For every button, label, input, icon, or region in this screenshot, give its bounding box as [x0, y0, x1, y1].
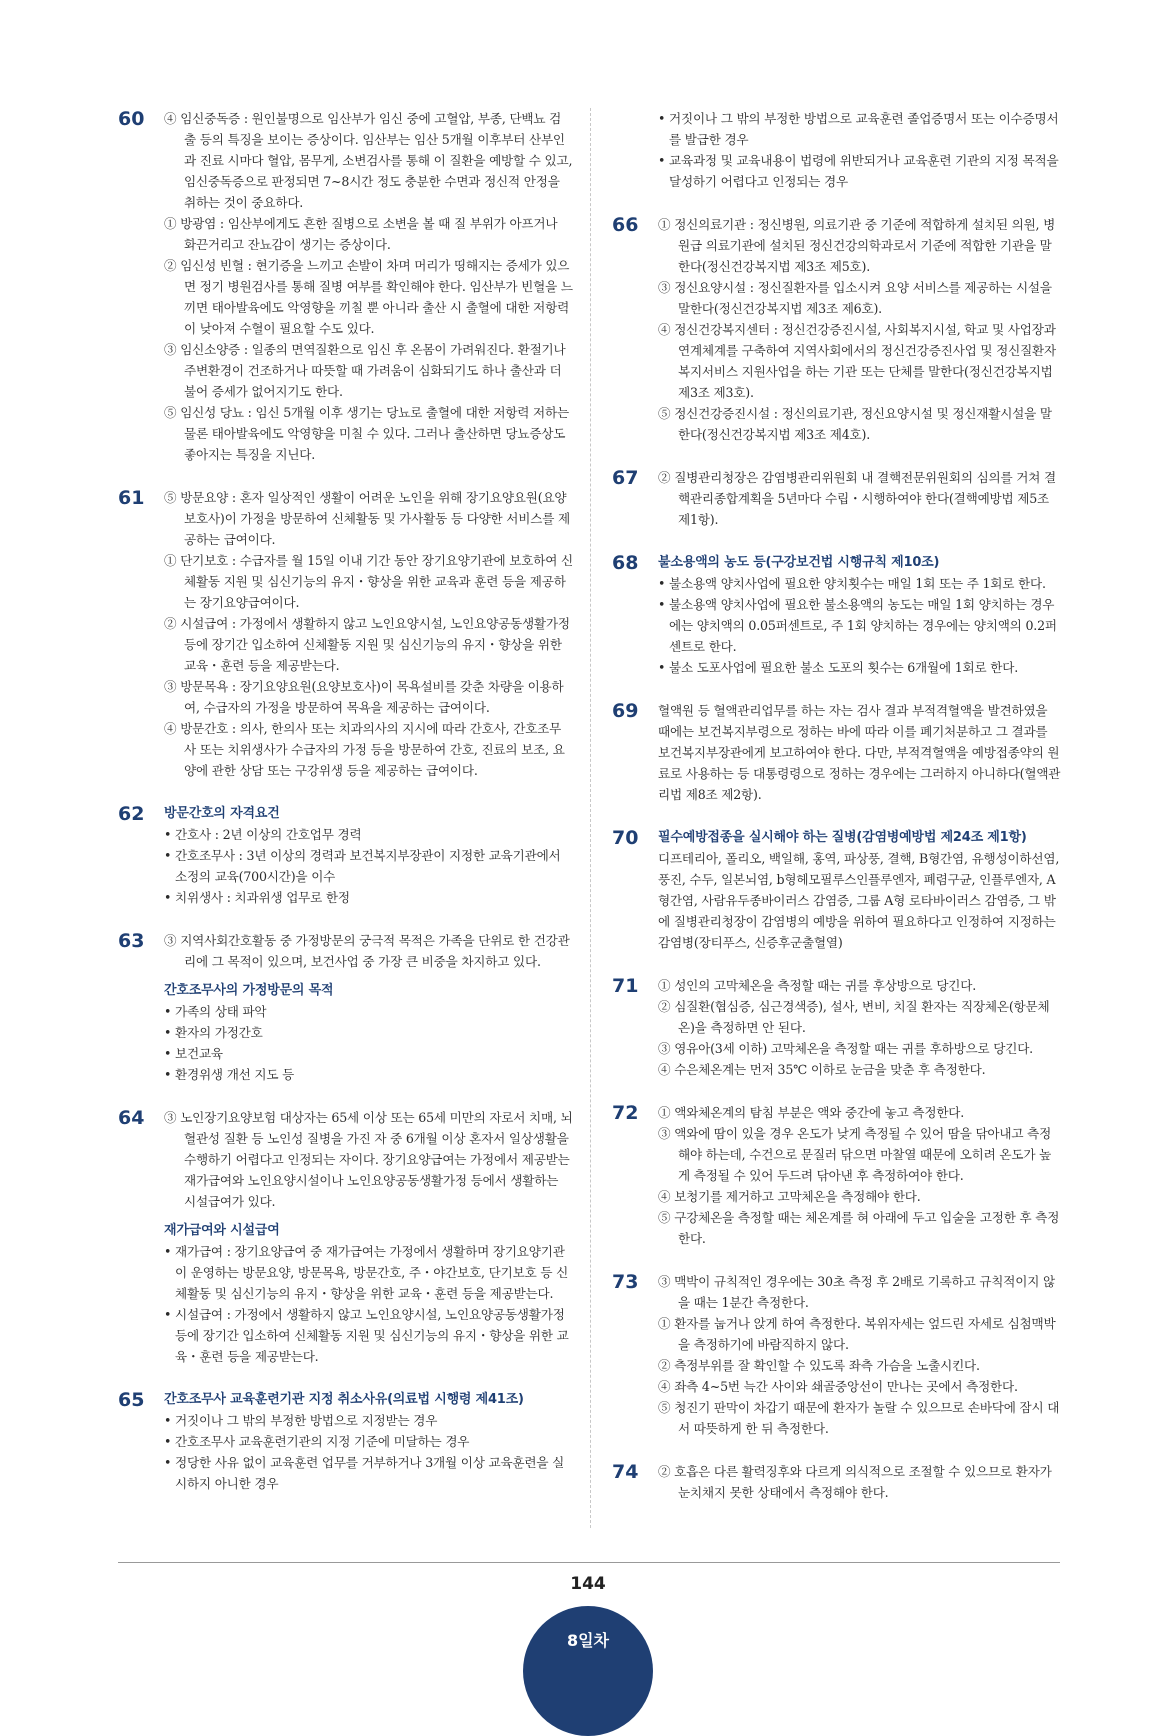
- bullet-item: • 불소 도포사업에 필요한 불소 도포의 횟수는 6개월에 1회로 한다.: [658, 660, 1019, 675]
- question-64: [118, 1107, 573, 1367]
- question-73: [612, 1271, 1062, 1439]
- section-heading: 방문간호의 자격요건: [164, 806, 280, 821]
- day-label: 8일차: [566, 1631, 610, 1650]
- explanation-line: ④ 좌측 4~5번 늑간 사이와 쇄골중앙선이 만나는 곳에서 측정한다.: [658, 1379, 1018, 1394]
- bullet-item: • 간호조무사 교육훈련기관의 지정 기준에 미달하는 경우: [164, 1434, 470, 1449]
- section-heading: 간호조무사 교육훈련기관 지정 취소사유(의료법 시행령 제41조): [164, 1392, 524, 1407]
- question-74: [612, 1461, 1062, 1503]
- bullet-item: • 환자의 가정간호: [164, 1025, 263, 1040]
- bullet-item: • 가족의 상태 파악: [164, 1004, 267, 1019]
- answer-explanation: [658, 214, 1062, 445]
- explanation-line: ① 성인의 고막체온을 측정할 때는 귀를 후상방으로 당긴다.: [658, 978, 977, 993]
- explanation-line: ① 액와체온계의 탐침 부분은 액와 중간에 놓고 측정한다.: [658, 1105, 965, 1120]
- bullet-item: • 거짓이나 그 밖의 부정한 방법으로 교육훈련 졸업증명서 또는 이수증명서를 발급한 경우: [658, 111, 1059, 147]
- answer-explanation: [658, 975, 1062, 1080]
- question-number: 64: [118, 1107, 145, 1129]
- question-66: [612, 214, 1062, 445]
- explanation-line: ③ 노인장기요양보험 대상자는 65세 이상 또는 65세 미만의 자로서 치매, 뇌혈관성 질환 등 노인성 질병을 가진 자 중 6개월 이상 혼자서 일상생활을 수행하기 어렵다고 인정되는 자이다. 장기요양급여는 가정에서 제공받는 재가급여와 노인요양시설이나 노인요양공동생활가정 등에서 생활하는 시설급여가 있다.: [164, 1110, 573, 1209]
- bullet-item: • 보건교육: [164, 1046, 223, 1061]
- explanation-line: ④ 보청기를 제거하고 고막체온을 측정해야 한다.: [658, 1189, 921, 1204]
- question-number: 66: [612, 214, 639, 236]
- explanation-text: 디프테리아, 폴리오, 백일해, 홍역, 파상풍, 결핵, B형간염, 유행성이하선염, 풍진, 수두, 일본뇌염, b형헤모필루스인플루엔자, 폐렴구균, 인플루엔자, A형간염, 사람유두종바이러스 감염증, 그룹 A형 로타바이러스 감염증, 그 밖에 질병관리청장이 감염병의 예방을 위하여 필요하다고 인정하여 지정하는 감염병(장티푸스, 신증후군출혈열): [658, 851, 1060, 950]
- question-number: 70: [612, 827, 639, 849]
- explanation-line: ⑤ 정신건강증진시설 : 정신의료기관, 정신요양시설 및 정신재활시설을 말한다(정신건강복지법 제3조 제4호).: [658, 406, 1052, 442]
- explanation-line: ③ 맥박이 규칙적인 경우에는 30초 측정 후 2배로 기록하고 규칙적이지 않을 때는 1분간 측정한다.: [658, 1274, 1055, 1310]
- bullet-item: • 간호조무사 : 3년 이상의 경력과 보건복지부장관이 지정한 교육기관에서 소정의 교육(700시간)을 이수: [164, 848, 561, 884]
- question-continued: [612, 108, 1062, 192]
- question-number: 65: [118, 1389, 145, 1411]
- explanation-line: ④ 정신건강복지센터 : 정신건강증진시설, 사회복지시설, 학교 및 사업장과 연계체계를 구축하여 지역사회에서의 정신건강증진사업 및 정신질환자 복지서비스 지원사업을 하는 기관 또는 단체를 말한다(정신건강복지법 제3조 제3호).: [658, 322, 1056, 400]
- question-number: 72: [612, 1102, 639, 1124]
- explanation-line: ⑤ 청진기 판막이 차갑기 때문에 환자가 놀랄 수 있으므로 손바닥에 잠시 대서 따뜻하게 한 뒤 측정한다.: [658, 1400, 1060, 1436]
- question-69: [612, 700, 1062, 805]
- section-heading: 간호조무사의 가정방문의 목적: [164, 983, 334, 998]
- section-heading: 불소용액의 농도 등(구강보건법 시행규칙 제10조): [658, 555, 940, 570]
- explanation-line: ② 측정부위를 잘 확인할 수 있도록 좌측 가슴을 노출시킨다.: [658, 1358, 980, 1373]
- bullet-item: • 환경위생 개선 지도 등: [164, 1067, 295, 1082]
- explanation-line: ① 방광염 : 임산부에게도 흔한 질병으로 소변을 볼 때 질 부위가 아프거나 화끈거리고 잔뇨감이 생기는 증상이다.: [164, 216, 558, 252]
- bullet-item: • 재가급여 : 장기요양급여 중 재가급여는 가정에서 생활하며 장기요양기관이 운영하는 방문요양, 방문목욕, 방문간호, 주・야간보호, 단기보호 등 신체활동 및 심신기능의 유지・향상을 위한 교육・훈련 등을 제공받는다.: [164, 1244, 569, 1301]
- question-number: 69: [612, 700, 639, 722]
- section-heading: 재가급여와 시설급여: [164, 1223, 280, 1238]
- answer-explanation: [658, 108, 1062, 192]
- bullet-item: • 불소용액 양치사업에 필요한 불소용액의 농도는 매일 1회 양치하는 경우에는 양치액의 0.05퍼센트로, 주 1회 양치하는 경우에는 양치액의 0.2퍼센트로 한다.: [658, 597, 1057, 654]
- footer-rule: [118, 1562, 1060, 1563]
- page-number: 144: [570, 1574, 606, 1594]
- explanation-line: ④ 임신중독증 : 원인불명으로 임산부가 임신 중에 고혈압, 부종, 단백뇨 검출 등의 특징을 보이는 증상이다. 임산부는 임산 5개월 이후부터 산부인과 진료 시마다 혈압, 몸무게, 소변검사를 통해 이 질환을 예방할 수 있고, 임신중독증으로 판정되면 7~8시간 정도 충분한 수면과 정신적 안정을 취하는 것이 중요하다.: [164, 111, 573, 210]
- explanation-line: ③ 임신소양증 : 일종의 면역질환으로 임신 후 온몸이 가려워진다. 환절기나 주변환경이 건조하거나 따뜻할 때 가려움이 심화되기도 하나 출산과 더불어 증세가 없어지기도 한다.: [164, 342, 566, 399]
- explanation-line: ② 호흡은 다른 활력징후와 다르게 의식적으로 조절할 수 있으므로 환자가 눈치채지 못한 상태에서 측정해야 한다.: [658, 1464, 1052, 1500]
- answer-explanation: [658, 467, 1062, 530]
- bullet-item: • 불소용액 양치사업에 필요한 양치횟수는 매일 1회 또는 주 1회로 한다.: [658, 576, 1046, 591]
- question-number: 71: [612, 975, 639, 997]
- explanation-line: ④ 방문간호 : 의사, 한의사 또는 치과의사의 지시에 따라 간호사, 간호조무사 또는 치위생사가 수급자의 가정 등을 방문하여 간호, 진료의 보조, 요양에 관한 상담 또는 구강위생 등을 제공하는 급여이다.: [164, 721, 565, 778]
- explanation-line: ④ 수은체온계는 먼저 35℃ 이하로 눈금을 맞춘 후 측정한다.: [658, 1062, 986, 1077]
- explanation-line: ③ 영유아(3세 이하) 고막체온을 측정할 때는 귀를 후하방으로 당긴다.: [658, 1041, 1033, 1056]
- question-number: 60: [118, 108, 145, 130]
- explanation-line: ③ 정신요양시설 : 정신질환자를 입소시켜 요양 서비스를 제공하는 시설을 말한다(정신건강복지법 제3조 제6호).: [658, 280, 1052, 316]
- bullet-item: • 간호사 : 2년 이상의 간호업무 경력: [164, 827, 362, 842]
- answer-explanation: [658, 1271, 1062, 1439]
- answer-explanation: [164, 1389, 573, 1494]
- answer-explanation: [164, 487, 573, 781]
- explanation-line: ⑤ 임신성 당뇨 : 임신 5개월 이후 생기는 당뇨로 출혈에 대한 저항력 저하는 물론 태아발육에도 악영향을 미칠 수 있다. 그러나 출산하면 당뇨증상도 좋아지는 특징을 지닌다.: [164, 405, 569, 462]
- explanation-line: ① 단기보호 : 수급자를 월 15일 이내 기간 동안 장기요양기관에 보호하여 신체활동 지원 및 심신기능의 유지・향상을 위한 교육과 훈련 등을 제공하는 장기요양급여이다.: [164, 553, 573, 610]
- explanation-line: ③ 액와에 땀이 있을 경우 온도가 낮게 측정될 수 있어 땀을 닦아내고 측정해야 하는데, 수건으로 문질러 닦으면 마찰열 때문에 오히려 온도가 높게 측정될 수 있어 두드려 닦아낸 후 측정하여야 한다.: [658, 1126, 1052, 1183]
- day-badge: [523, 1606, 653, 1736]
- answer-explanation: [164, 108, 573, 465]
- question-number: 67: [612, 467, 639, 489]
- question-number: 61: [118, 487, 145, 509]
- question-68: [612, 552, 1062, 678]
- question-number: [612, 108, 658, 192]
- question-72: [612, 1102, 1062, 1249]
- answer-explanation: [658, 700, 1062, 805]
- question-71: [612, 975, 1062, 1080]
- question-number: 63: [118, 930, 145, 952]
- question-number: 68: [612, 552, 639, 574]
- right-column: [612, 108, 1062, 1525]
- left-column: [118, 108, 573, 1516]
- bullet-item: • 정당한 사유 없이 교육훈련 업무를 거부하거나 3개월 이상 교육훈련을 실시하지 아니한 경우: [164, 1455, 565, 1491]
- question-67: [612, 467, 1062, 530]
- explanation-line: ② 질병관리청장은 감염병관리위원회 내 결핵전문위원회의 심의를 거쳐 결핵관리종합계획을 5년마다 수립・시행하여야 한다(결핵예방법 제5조 제1항).: [658, 470, 1056, 527]
- explanation-line: ⑤ 구강체온을 측정할 때는 체온계를 혀 아래에 두고 입술을 고정한 후 측정한다.: [658, 1210, 1060, 1246]
- explanation-line: ② 시설급여 : 가정에서 생활하지 않고 노인요양시설, 노인요양공동생활가정 등에 장기간 입소하여 신체활동 지원 및 심신기능의 유지・향상을 위한 교육・훈련 등을 제공받는다.: [164, 616, 570, 673]
- answer-explanation: [658, 1461, 1062, 1503]
- explanation-line: ③ 지역사회간호활동 중 가정방문의 궁극적 목적은 가족을 단위로 한 건강관리에 그 목적이 있으며, 보건사업 중 가장 큰 비중을 차지하고 있다.: [164, 933, 570, 969]
- question-61: [118, 487, 573, 781]
- question-70: [612, 827, 1062, 953]
- question-62: [118, 803, 573, 908]
- explanation-line: ③ 방문목욕 : 장기요양요원(요양보호사)이 목욕설비를 갖춘 차량을 이용하여, 수급자의 가정을 방문하여 목욕을 제공하는 급여이다.: [164, 679, 564, 715]
- answer-explanation: [164, 803, 573, 908]
- bullet-item: • 거짓이나 그 밖의 부정한 방법으로 지정받는 경우: [164, 1413, 438, 1428]
- bullet-item: • 치위생사 : 치과위생 업무로 한정: [164, 890, 350, 905]
- explanation-line: ① 정신의료기관 : 정신병원, 의료기관 중 기준에 적합하게 설치된 의원, 병원급 의료기관에 설치된 정신건강의학과로서 기준에 적합한 기관을 말한다(정신건강복지법 제3조 제5호).: [658, 217, 1056, 274]
- bullet-item: • 교육과정 및 교육내용이 법령에 위반되거나 교육훈련 기관의 지정 목적을 달성하기 어렵다고 인정되는 경우: [658, 153, 1059, 189]
- answer-explanation: [658, 827, 1062, 953]
- question-number: 73: [612, 1271, 639, 1293]
- question-63: [118, 930, 573, 1085]
- answer-explanation: [658, 552, 1062, 678]
- explanation-line: ① 환자를 눕거나 앉게 하여 측정한다. 복위자세는 엎드린 자세로 심첨맥박을 측정하기에 바람직하지 않다.: [658, 1316, 1056, 1352]
- question-number: 62: [118, 803, 145, 825]
- question-number: 74: [612, 1461, 639, 1483]
- section-heading: 필수예방접종을 실시해야 하는 질병(감염병예방법 제24조 제1항): [658, 830, 1027, 845]
- bullet-item: • 시설급여 : 가정에서 생활하지 않고 노인요양시설, 노인요양공동생활가정 등에 장기간 입소하여 신체활동 지원 및 심신기능의 유지・향상을 위한 교육・훈련 등을 제공받는다.: [164, 1307, 569, 1364]
- question-60: [118, 108, 573, 465]
- answer-explanation: [658, 1102, 1062, 1249]
- explanation-text: 혈액원 등 혈액관리업무를 하는 자는 검사 결과 부적격혈액을 발견하였을 때에는 보건복지부령으로 정하는 바에 따라 이를 폐기처분하고 그 결과를 보건복지부장관에게 보고하여야 한다. 다만, 부적격혈액을 예방접종약의 원료로 사용하는 등 대통령령으로 정하는 경우에는 그러하지 아니하다(혈액관리법 제8조 제2항).: [658, 703, 1061, 802]
- explanation-line: ② 심질환(협심증, 심근경색증), 설사, 변비, 치질 환자는 직장체온(항문체온)을 측정하면 안 된다.: [658, 999, 1050, 1035]
- question-65: [118, 1389, 573, 1494]
- explanation-line: ② 임신성 빈혈 : 현기증을 느끼고 손발이 차며 머리가 띵해지는 증세가 있으면 정기 병원검사를 통해 질병 여부를 확인해야 한다. 임산부가 빈혈을 느끼면 태아발육에도 악영향을 끼칠 뿐 아니라 출산 시 출혈에 대한 저항력이 낮아져 수혈이 필요할 수도 있다.: [164, 258, 573, 336]
- answer-explanation: [164, 930, 573, 1085]
- column-divider: [590, 108, 591, 1528]
- explanation-line: ⑤ 방문요양 : 혼자 일상적인 생활이 어려운 노인을 위해 장기요양요원(요양보호사)이 가정을 방문하여 신체활동 및 가사활동 등 다양한 서비스를 제공하는 급여이다.: [164, 490, 570, 547]
- answer-explanation: [164, 1107, 573, 1367]
